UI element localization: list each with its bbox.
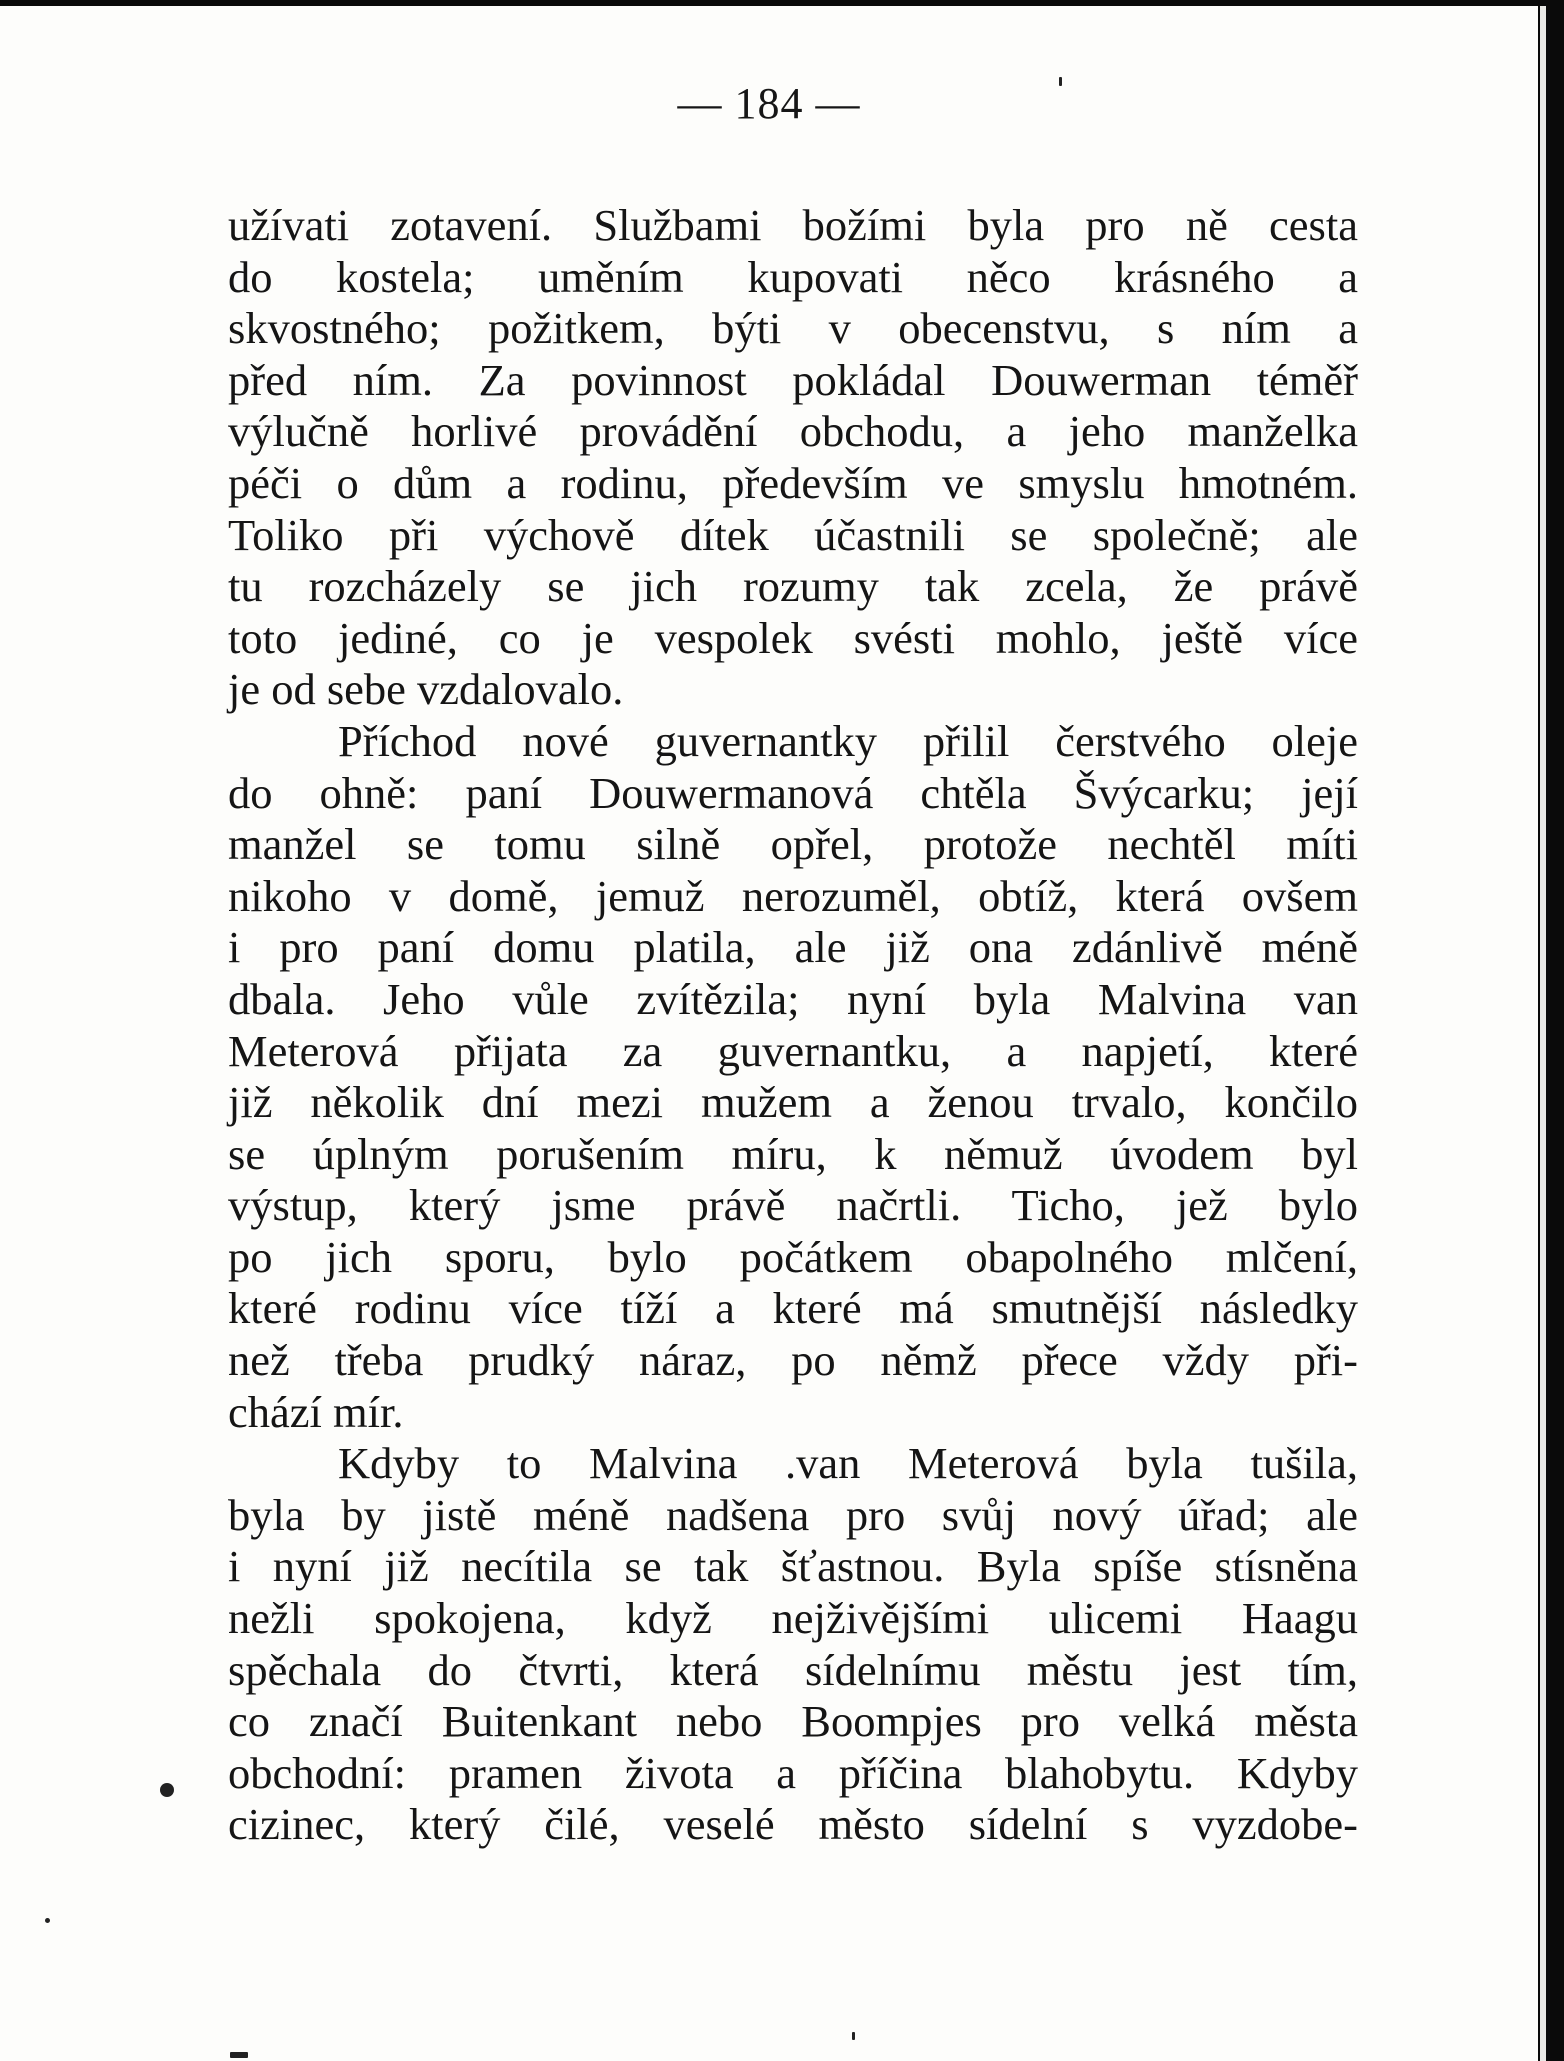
text-line: byla by jistě méně nadšena pro svůj nový úřad; ale — [228, 1489, 1358, 1540]
text-line: po jich sporu, bylo počátkem obapolného mlčení, — [228, 1231, 1358, 1282]
text-line: Příchod nové guvernantky přilil čerstvého oleje — [338, 715, 1358, 766]
text-line: již několik dní mezi mužem a ženou trvalo, končilo — [228, 1077, 1358, 1128]
body-text — [228, 200, 1358, 1851]
scan-speck — [852, 2032, 855, 2040]
text-line: nikoho v domě, jemuž nerozuměl, obtíž, která ovšem — [228, 870, 1358, 921]
scan-speck — [230, 2052, 248, 2058]
text-line: Toliko při výchově dítek účastnili se společně; ale — [228, 509, 1358, 560]
scan-speck — [45, 1918, 50, 1923]
text-line: Kdyby to Malvina .van Meterová byla tušila, — [338, 1438, 1358, 1489]
text-line: toto jediné, co je vespolek svésti mohlo, ještě více — [228, 612, 1358, 663]
text-line: do kostela; uměním kupovati něco krásného a — [228, 251, 1358, 302]
text-line: je od sebe vzdalovalo. — [228, 664, 624, 715]
text-line: než třeba prudký náraz, po němž přece vždy při- — [228, 1335, 1358, 1386]
text-line: cizinec, který čilé, veselé město sídelní s vyzdobe- — [228, 1799, 1358, 1850]
text-line: chází mír. — [228, 1386, 404, 1437]
scan-speck — [1059, 77, 1062, 86]
scan-edge-line — [1540, 0, 1546, 2061]
text-line: které rodinu více tíží a které má smutnější následky — [228, 1283, 1358, 1334]
text-line: manžel se tomu silně opřel, protože nechtěl míti — [228, 819, 1358, 870]
text-line: do ohně: paní Douwermanová chtěla Švýcarku; její — [228, 767, 1358, 818]
text-line: výstup, který jsme právě načrtli. Ticho, jež bylo — [228, 1180, 1358, 1231]
text-line: i nyní již necítila se tak šťastnou. Byla spíše stísněna — [228, 1541, 1358, 1592]
page-number: — 184 — — [677, 79, 861, 128]
text-line: spěchala do čtvrti, která sídelnímu městu jest tím, — [228, 1644, 1358, 1695]
text-line: užívati zotavení. Službami božími byla pro ně cesta — [228, 200, 1358, 250]
text-line: i pro paní domu platila, ale již ona zdánlivě méně — [228, 922, 1358, 973]
text-line: obchodní: pramen života a příčina blahobytu. Kdyby — [228, 1747, 1358, 1798]
text-line: před ním. Za povinnost pokládal Douwerman téměř — [228, 354, 1358, 405]
text-line: co značí Buitenkant nebo Boompjes pro velká města — [228, 1696, 1358, 1747]
text-line: se úplným porušením míru, k němuž úvodem byl — [228, 1128, 1358, 1179]
scan-speck — [160, 1783, 174, 1797]
text-line: péči o dům a rodinu, především ve smyslu hmotném. — [228, 457, 1358, 508]
text-line: skvostného; požitkem, býti v obecenstvu, s ním a — [228, 303, 1358, 354]
scan-border-top — [0, 0, 1564, 6]
text-line: nežli spokojena, když nejživějšími ulicemi Haagu — [228, 1593, 1358, 1644]
text-line: tu rozcházely se jich rozumy tak zcela, že právě — [228, 561, 1358, 612]
text-line: dbala. Jeho vůle zvítězila; nyní byla Malvina van — [228, 973, 1358, 1024]
text-line: výlučně horlivé provádění obchodu, a jeho manželka — [228, 406, 1358, 457]
text-line: Meterová přijata za guvernantku, a napjetí, které — [228, 1025, 1358, 1076]
